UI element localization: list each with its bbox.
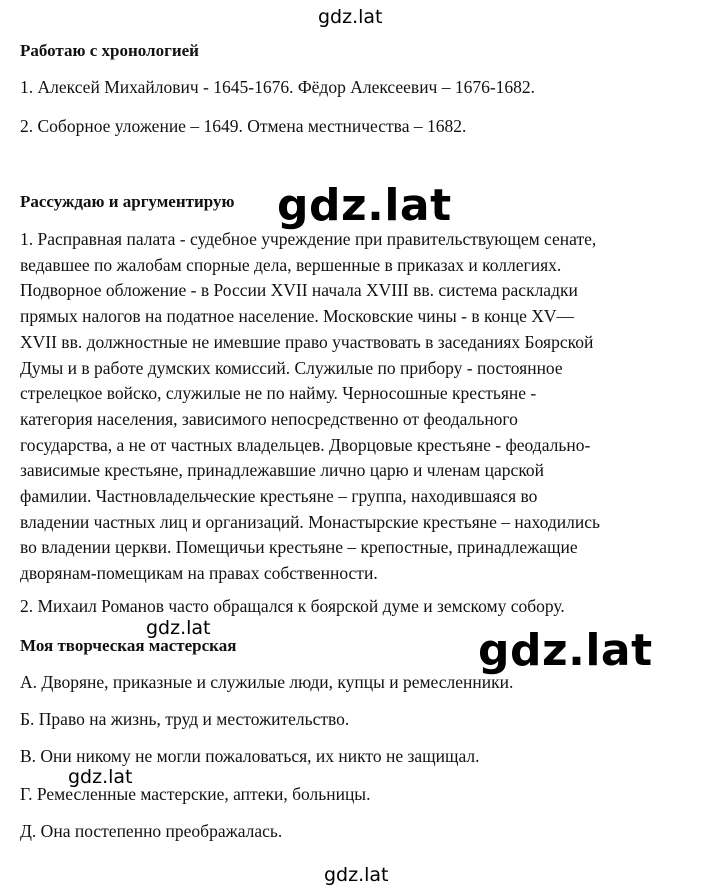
section-heading-chronology: Работаю с хронологией xyxy=(20,41,199,60)
reasoning-paragraph-1 xyxy=(20,227,704,587)
paragraph-line: прямых налогов на податное население. Московские чины - в конце XV— xyxy=(20,306,575,327)
paragraph-line: XVII вв. должностные не имевшие право участвовать в заседаниях Боярской xyxy=(20,331,594,352)
watermark-top: gdz.lat xyxy=(318,6,383,28)
paragraph-line: 1. Расправная палата - судебное учреждение при правительствующем сенате, xyxy=(20,229,597,249)
watermark-small-low: gdz.lat xyxy=(68,766,133,788)
paragraph-line: Подворное обложение - в России XVII начала XVIII вв. система раскладки xyxy=(20,280,578,301)
watermark-bottom: gdz.lat xyxy=(324,864,389,886)
paragraph-line: владении частных лиц и организаций. Монастырские крестьяне – находились xyxy=(20,511,601,532)
paragraph-line: ведавшее по жалобам спорные дела, вершенные в приказах и коллегиях. xyxy=(20,254,562,275)
watermark-big-2: gdz.lat xyxy=(478,625,653,676)
workshop-item-a: А. Дворяне, приказные и служилые люди, купцы и ремесленники. xyxy=(20,672,514,692)
paragraph-line: фамилии. Частновладельческие крестьяне – группа, находившаяся во xyxy=(20,486,538,507)
paragraph-line: зависимые крестьяне, принадлежавшие лично царю и членам царской xyxy=(20,460,545,481)
workshop-item-g: Г. Ремесленные мастерские, аптеки, больницы. xyxy=(20,784,371,804)
watermark-big-1: gdz.lat xyxy=(277,180,452,231)
paragraph-line: государства, а не от частных владельцев. Дворцовые крестьяне - феодально- xyxy=(20,434,591,455)
section-heading-reasoning: Рассуждаю и аргументирую xyxy=(20,192,235,211)
paragraph-line: Думы и в работе думских комиссий. Служилые по прибору - постоянное xyxy=(20,357,563,378)
reasoning-paragraph-2: 2. Михаил Романов часто обращался к боярской думе и земскому собору. xyxy=(20,596,565,616)
paragraph-line: дворянам-помещикам на правах собственности. xyxy=(20,563,378,584)
paragraph-line: категория населения, зависимого непосредственно от феодального xyxy=(20,408,518,429)
workshop-item-v: В. Они никому не могли пожаловаться, их никто не защищал. xyxy=(20,746,480,766)
section-heading-workshop: Моя творческая мастерская xyxy=(20,636,237,655)
watermark-small-mid: gdz.lat xyxy=(146,617,211,639)
paragraph-line: стрелецкое войско, служилые не по найму. Черносошные крестьяне - xyxy=(20,383,537,404)
workshop-item-d: Д. Она постепенно преображалась. xyxy=(20,821,283,841)
chronology-item-2: 2. Соборное уложение – 1649. Отмена местничества – 1682. xyxy=(20,116,467,136)
chronology-item-1: 1. Алексей Михайлович - 1645-1676. Фёдор Алексеевич – 1676-1682. xyxy=(20,77,536,97)
paragraph-line: во владении церкви. Помещичьи крестьяне – крепостные, принадлежащие xyxy=(20,537,578,558)
workshop-item-b: Б. Право на жизнь, труд и местожительство. xyxy=(20,709,350,729)
